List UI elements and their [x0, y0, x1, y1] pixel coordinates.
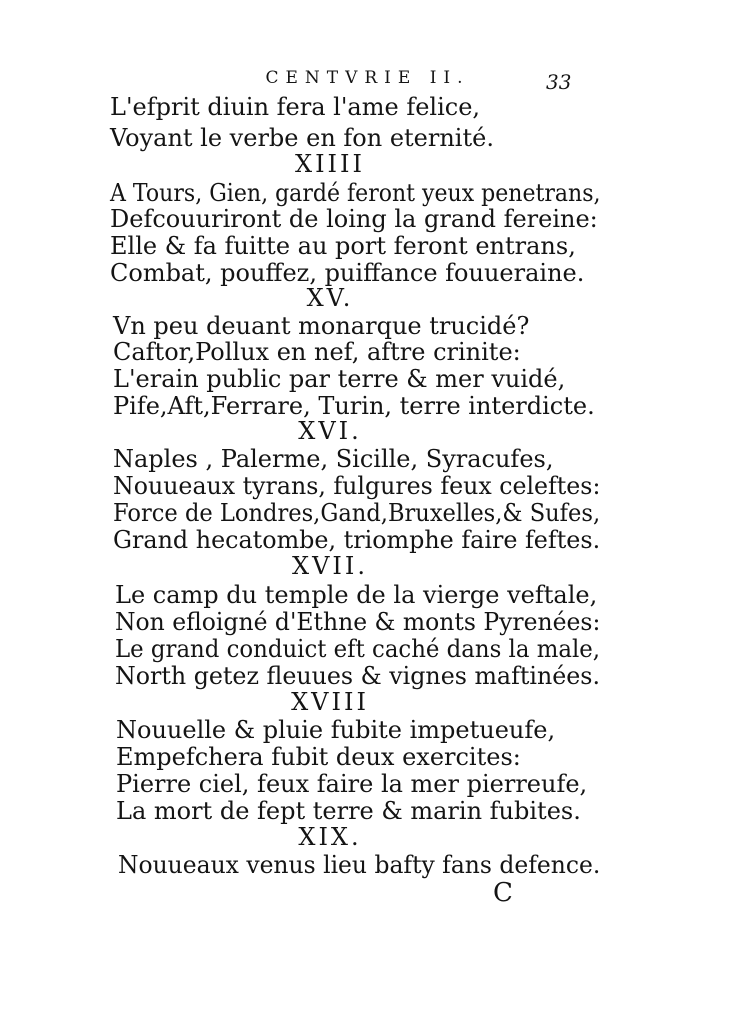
- verse-line: Combat, pouffez, puiffance fouueraine.: [110, 259, 585, 287]
- verse-line: A Tours, Gien, gardé feront yeux penetrans,: [110, 179, 601, 207]
- verse-line: Vn peu deuant monarque trucidé?: [113, 312, 530, 340]
- verse-line: Caftor,Pollux en nef, aftre crinite:: [113, 338, 521, 366]
- page-number: 33: [546, 70, 572, 94]
- quatrain-numeral: XIX.: [298, 823, 362, 851]
- quatrain-numeral: XVI.: [298, 417, 362, 445]
- quatrain-numeral: XIIII: [294, 150, 365, 178]
- verse-line: Naples , Palerme, Sicille, Syracufes,: [113, 445, 554, 473]
- verse-line: Grand hecatombe, triomphe faire feftes.: [113, 526, 601, 554]
- running-head: CENTVRIE II.: [265, 68, 470, 88]
- verse-line: Defcouuriront de loing la grand fereine:: [110, 205, 598, 233]
- verse-line: Nouuelle & pluie fubite impetueufe,: [116, 716, 556, 744]
- verse-line: Voyant le verbe en fon eternité.: [110, 124, 494, 152]
- verse-line: Pierre ciel, feux faire la mer pierreufe,: [116, 770, 588, 798]
- quatrain-numeral: XVII.: [291, 552, 368, 580]
- verse-line: North getez fleuues & vignes maftinées.: [115, 662, 600, 690]
- quatrain-numeral: XV.: [306, 284, 354, 312]
- verse-line: Pife,Aft,Ferrare, Turin, terre interdicte.: [113, 392, 595, 420]
- verse-line: Force de Londres,Gand,Bruxelles,& Sufes,: [113, 499, 601, 527]
- verse-line: Nouueaux venus lieu bafty fans defence.: [118, 851, 601, 879]
- verse-line: Empefchera fubit deux exercites:: [116, 743, 521, 771]
- verse-line: L'erain public par terre & mer vuidé,: [113, 365, 566, 393]
- verse-line: Elle & fa fuitte au port feront entrans,: [110, 232, 576, 260]
- verse-line: Le camp du temple de la vierge veftale,: [115, 581, 598, 609]
- verse-line: Nouueaux tyrans, fulgures feux celeftes:: [113, 472, 601, 500]
- verse-line: Le grand conduict eft caché dans la male,: [115, 635, 601, 663]
- catchword: C: [493, 878, 513, 908]
- verse-line: La mort de fept terre & marin fubites.: [116, 797, 581, 825]
- quatrain-numeral: XVIII: [291, 688, 369, 716]
- verse-line: Non efloigné d'Ethne & monts Pyrenées:: [115, 608, 601, 636]
- verse-line: L'efprit diuin fera l'ame felice,: [110, 93, 481, 121]
